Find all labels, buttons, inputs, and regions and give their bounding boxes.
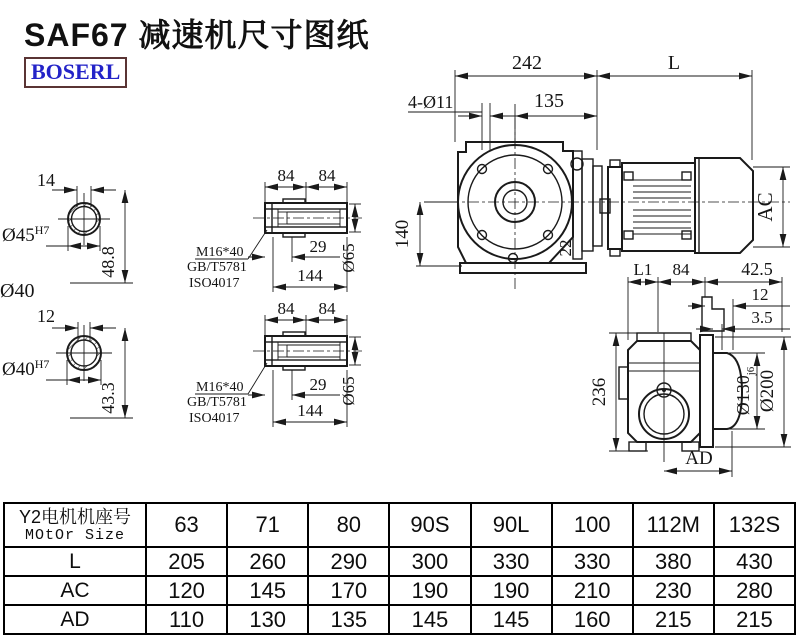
dim-43-3: 43.3 (98, 382, 118, 414)
row-label-AD: AD (4, 605, 146, 634)
standard-gb: GB/T5781 (187, 260, 247, 275)
table-row-L (4, 547, 795, 576)
dia-45-label: $Ø45^{H7}$ (2, 223, 50, 246)
dim-L1: L1 (633, 260, 653, 279)
cell: 330 (552, 547, 633, 576)
dim-AC: AC (753, 192, 777, 222)
dia-40-label: $Ø40^{H7}$ (2, 357, 50, 380)
dim-3-5: 3.5 (751, 308, 773, 327)
standard-gb: GB/T5781 (187, 395, 247, 410)
standard-iso: ISO4017 (189, 276, 240, 291)
dim-242: 242 (512, 52, 542, 74)
cell: 145 (227, 576, 308, 605)
dim-29: 29 (309, 375, 327, 394)
col-100: 100 (552, 503, 633, 547)
dia-65: Ø65 (339, 243, 358, 273)
table-header-cell (4, 503, 146, 547)
header-cn: Y2电机机座号 (18, 506, 132, 527)
col-63: 63 (146, 503, 227, 547)
solid-shaft-section-bottom (2, 306, 133, 418)
cell: 215 (714, 605, 795, 634)
col-90S: 90S (389, 503, 470, 547)
dia-65: Ø65 (339, 376, 358, 406)
dia-200-label: Ø200 (757, 369, 778, 413)
table-row-AD (4, 605, 795, 634)
label-bolt-holes: 4-Ø11 (408, 92, 454, 112)
cell: 430 (714, 547, 795, 576)
cell: 190 (389, 576, 470, 605)
cell: 190 (471, 576, 552, 605)
dim-key-width-12: 12 (37, 306, 55, 326)
dim-84b: 84 (318, 166, 336, 185)
table-header-row (4, 503, 795, 547)
cell: 145 (471, 605, 552, 634)
dim-84b: 84 (318, 299, 336, 318)
cell: 170 (308, 576, 389, 605)
table-row-AC (4, 576, 795, 605)
cell: 380 (633, 547, 714, 576)
cell: 280 (714, 576, 795, 605)
cell: 110 (146, 605, 227, 634)
dim-key-width-14: 14 (37, 170, 55, 190)
cell: 210 (552, 576, 633, 605)
brand-logo: BOSERL (24, 57, 127, 88)
bolt-spec: M16*40 (196, 380, 244, 395)
dim-144: 144 (297, 401, 323, 420)
dim-140: 140 (392, 219, 413, 249)
hollow-shaft-detail-top (187, 166, 362, 292)
cell: 290 (308, 547, 389, 576)
front-view (392, 52, 790, 290)
motor-fins (633, 180, 691, 234)
cell: 230 (633, 576, 714, 605)
col-112M: 112M (633, 503, 714, 547)
solid-shaft-section-top (2, 170, 133, 283)
dim-135: 135 (534, 90, 564, 112)
standard-iso: ISO4017 (189, 411, 240, 426)
dim-48-8: 48.8 (98, 246, 118, 278)
motor-size-table (3, 502, 796, 635)
header-en: MOtOr Size (24, 526, 125, 544)
cell: 145 (389, 605, 470, 634)
cell: 260 (227, 547, 308, 576)
row-label-L: L (4, 547, 146, 576)
dim-AD: AD (685, 448, 713, 469)
dim-42-5: 42.5 (741, 259, 773, 279)
dim-12: 12 (751, 285, 769, 304)
cell: 120 (146, 576, 227, 605)
col-90L: 90L (471, 503, 552, 547)
cell: 135 (308, 605, 389, 634)
dia-130-label: $Ø130_{j6}$ (733, 366, 757, 416)
page-title: SAF67 减速机尺寸图纸 (24, 17, 370, 53)
dim-236: 236 (589, 377, 610, 407)
front-view-dim-lines (408, 70, 790, 266)
dim-29: 29 (309, 237, 327, 256)
col-80: 80 (308, 503, 389, 547)
dim-144: 144 (297, 266, 323, 285)
side-view (589, 259, 791, 477)
cell: 205 (146, 547, 227, 576)
bolt-spec: M16*40 (196, 245, 244, 260)
dim-84: 84 (672, 260, 690, 279)
hollow-shaft-detail-bottom (187, 299, 362, 427)
cell: 300 (389, 547, 470, 576)
cell: 330 (471, 547, 552, 576)
row-label-AC: AC (4, 576, 146, 605)
cell: 130 (227, 605, 308, 634)
dim-L: L (667, 52, 681, 74)
dim-22: 22 (556, 239, 575, 257)
label-dia-40: Ø40 (0, 280, 35, 302)
dim-84a: 84 (277, 166, 295, 185)
cell: 215 (633, 605, 714, 634)
col-132S: 132S (714, 503, 795, 547)
dim-84a: 84 (277, 299, 295, 318)
col-71: 71 (227, 503, 308, 547)
cell: 160 (552, 605, 633, 634)
